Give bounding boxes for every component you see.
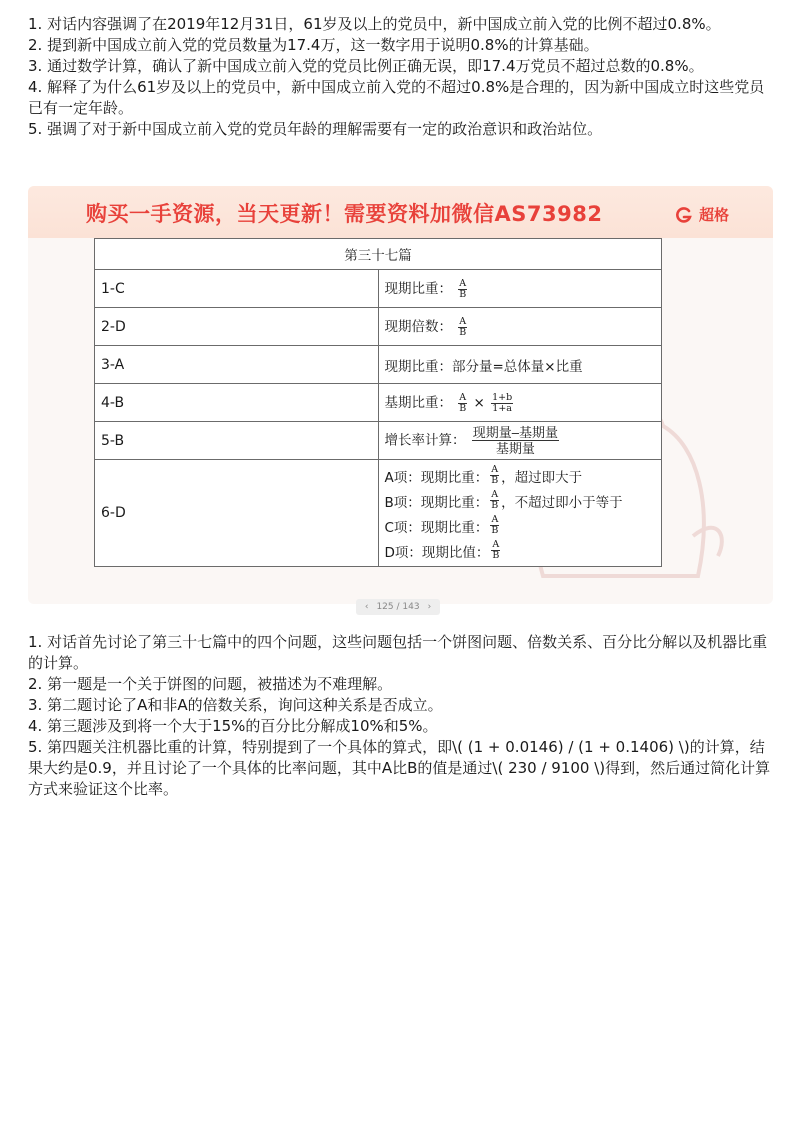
explanation-label: 增长率计算： [384,432,466,449]
answer-cell: 6-D [95,460,379,567]
top-summary [28,14,778,140]
pager-next-icon[interactable]: › [427,602,432,612]
option-label: A项：现期比重： [384,469,489,486]
fraction-denominator: B [491,525,499,536]
fraction-numerator: A [491,464,499,475]
option-note: ，超过即大于 [501,469,583,486]
bottom-summary [28,632,778,800]
fraction-denominator: 1+a [492,402,512,414]
fraction-numerator: A [459,391,467,403]
pager-count: 125 / 143 [376,602,420,612]
explanation-cell [378,384,662,422]
option-line [385,488,656,513]
slide-image [28,186,773,604]
option-label: D项：现期比值： [384,544,490,561]
option-note: ，不超过即小于等于 [501,494,623,511]
brand-name: 超格 [698,206,729,224]
banner-text: 购买一手资源，当天更新！需要资料加微信AS73982 [86,202,603,226]
fraction-numerator: 1+b [492,391,513,403]
table-row [95,422,662,460]
summary-item: 3. 通过数学计算，确认了新中国成立前入党的党员比例正确无误，即17.4万党员不超过总数的0.8%。 [28,57,704,75]
fraction-denominator: B [491,500,499,511]
fraction-numerator: A [491,514,499,525]
fraction [490,465,499,486]
summary-item: 2. 第一题是一个关于饼图的问题，被描述为不难理解。 [28,675,393,693]
fraction-denominator: 基期量 [495,441,535,456]
answer-table [94,238,662,567]
table-title: 第三十七篇 [95,239,662,270]
option-line [385,463,656,488]
fraction [491,393,513,414]
explanation-cell: 现期比重：部分量=总体量×比重 [378,346,662,384]
answer-cell: 3-A [95,346,379,384]
option-line [385,538,656,563]
summary-item: 1. 对话内容强调了在2019年12月31日，61岁及以上的党员中，新中国成立前入党的比例不超过0.8%。 [28,15,721,33]
explanation-label: 现期比重： [384,281,452,298]
table-row [95,308,662,346]
answer-cell: 2-D [95,308,379,346]
answer-cell: 1-C [95,270,379,308]
fraction-numerator: 现期量–基期量 [472,425,559,440]
brand-logo [675,204,729,225]
fraction [458,317,467,338]
fraction-denominator: B [459,288,467,300]
slide-pager [356,599,440,615]
summary-item: 3. 第二题讨论了A和非A的倍数关系，询问这种关系是否成立。 [28,696,443,714]
times-sign: × [473,395,485,412]
fraction-denominator: B [459,402,467,414]
fraction-numerator: A [459,315,467,327]
explanation-label: 基期比重： [384,395,452,412]
fraction [458,279,467,300]
summary-item: 2. 提到新中国成立前入党的党员数量为17.4万，这一数字用于说明0.8%的计算基础。 [28,36,599,54]
table-row [95,460,662,567]
summary-item: 5. 强调了对于新中国成立前入党的党员年龄的理解需要有一定的政治意识和政治站位。 [28,120,603,138]
fraction-numerator: A [459,277,467,289]
summary-item: 4. 解释了为什么61岁及以上的党员中，新中国成立前入党的不超过0.8%是合理的，因为新中国成立时这些党员已有一定年龄。 [28,78,765,117]
option-label: B项：现期比重： [384,494,489,511]
summary-item: 4. 第三题涉及到将一个大于15%的百分比分解成10%和5%。 [28,717,438,735]
fraction [458,393,467,414]
explanation-label: 现期倍数： [384,319,452,336]
table-row [95,270,662,308]
explanation-cell [378,308,662,346]
explanation-cell [378,422,662,460]
summary-item: 1. 对话首先讨论了第三十七篇中的四个问题，这些问题包括一个饼图问题、倍数关系、百分比分解以及机器比重的计算。 [28,633,768,672]
summary-item: 5. 第四题关注机器比重的计算，特别提到了一个具体的算式，即\( (1 + 0.0146) / (1 + 0.1406) \)的计算，结果大约是0.9，并且讨论了一个具体的比率问题，其中A比B的值是通过\( 230 / 9100 \)得到，然后通过简化计算方式来验证这个比率。 [28,738,771,798]
answer-cell: 4-B [95,384,379,422]
pager-prev-icon[interactable]: ‹ [364,602,369,612]
option-line [385,513,656,538]
fraction-numerator: A [492,539,500,550]
fraction [472,425,559,456]
fraction-denominator: B [491,475,499,486]
fraction-numerator: A [491,489,499,500]
fraction [490,515,499,536]
ad-banner [28,186,773,238]
option-label: C项：现期比重： [384,519,489,536]
table-row [95,346,662,384]
fraction [490,490,499,511]
brand-g-icon [675,206,693,224]
table-row [95,384,662,422]
fraction-denominator: B [459,326,467,338]
explanation-cell [378,460,662,567]
fraction [491,540,500,561]
explanation-cell [378,270,662,308]
fraction-denominator: B [492,550,500,561]
answer-cell: 5-B [95,422,379,460]
